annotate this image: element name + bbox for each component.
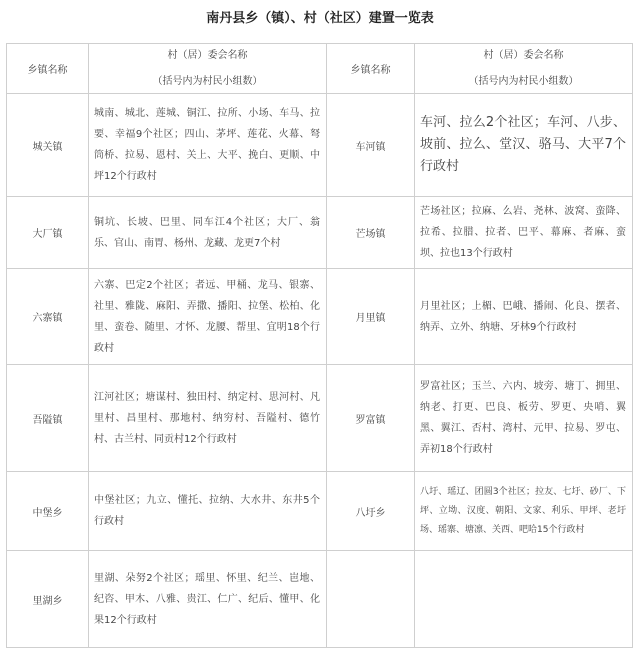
town-name-cell: 八圩乡: [327, 472, 415, 551]
town-name-cell: 中堡乡: [7, 472, 89, 551]
township-table: [6, 43, 633, 648]
villages-cell: 芒场社区；拉麻、么岩、尧林、波窝、蛮降、拉希、拉腊、拉者、巴平、幕麻、者麻、蛮坝、拉也13个行政村: [415, 197, 633, 269]
table-row: [7, 94, 633, 197]
header-villages-title: 村（居）委会名称: [167, 49, 248, 61]
town-name-cell: 月里镇: [327, 269, 415, 365]
villages-cell: 城南、城北、莲城、铜江、拉所、小场、车马、拉要、幸福9个社区；四山、茅坪、莲花、火幕、弩筒桥、拉易、恩村、关上、大平、挽白、更顺、中坪12个行政村: [89, 94, 327, 197]
header-villages-right: [415, 44, 633, 94]
villages-cell: 江河社区；塘谋村、独田村、纳定村、思河村、凡里村、昌里村、那地村、纳穷村、吾隘村、德竹村、古兰村、同贡村12个行政村: [89, 365, 327, 472]
town-name-cell: 罗富镇: [327, 365, 415, 472]
town-name-cell: 芒场镇: [327, 197, 415, 269]
header-town-right: 乡镇名称: [327, 44, 415, 94]
town-name-cell: 大厂镇: [7, 197, 89, 269]
villages-cell: 八圩、瑶辽、团圆3个社区；拉友、七圩、砂厂、下坪、立坳、汉度、朝阳、文家、利乐、甲坪、老圩场、瑶寨、塘凛、关西、吧哈15个行政村: [415, 472, 633, 551]
villages-cell: [415, 551, 633, 648]
table-row: [7, 197, 633, 269]
table-row: [7, 269, 633, 365]
town-name-cell: 六寨镇: [7, 269, 89, 365]
table-row: [7, 365, 633, 472]
table-row: [7, 551, 633, 648]
table-header-row: [7, 44, 633, 94]
villages-cell: 月里社区；上楣、巴峨、播闹、化良、摆者、纳弄、立外、纳塘、牙林9个行政村: [415, 269, 633, 365]
villages-cell: 罗富社区；玉兰、六内、坡旁、塘丁、拥里、纳老、打更、巴良、板劳、罗更、央哨、翼黑、翼江、否村、湾村、元甲、拉易、罗屯、弄初18个行政村: [415, 365, 633, 472]
table-row: [7, 472, 633, 551]
villages-cell: 里湖、朵努2个社区；瑶里、怀里、纪兰、岜地、纪咨、甲木、八雅、贵江、仁广、纪后、懂甲、化果12个行政村: [89, 551, 327, 648]
header-town-left: 乡镇名称: [7, 44, 89, 94]
header-villages-note: （括号内为村民小组数）: [468, 75, 579, 87]
town-name-cell: [327, 551, 415, 648]
town-name-cell: 车河镇: [327, 94, 415, 197]
town-name-cell: 吾隘镇: [7, 365, 89, 472]
town-name-cell: 城关镇: [7, 94, 89, 197]
villages-cell: 中堡社区；九立、懂托、拉纳、大水井、东井5个行政村: [89, 472, 327, 551]
header-villages-left: [89, 44, 327, 94]
page-title: 南丹县乡（镇）、村（社区）建置一览表: [206, 11, 434, 26]
villages-cell: 六寨、巴定2个社区；者远、甲桶、龙马、银寨、社里、雅陇、麻阳、弄撒、播阳、拉堡、松柏、化里、蛮卷、随里、才怀、龙腰、帮里、宜明18个行政村: [89, 269, 327, 365]
header-villages-note: （括号内为村民小组数）: [152, 75, 263, 87]
villages-cell: 铜坑、长坡、巴里、同车江4个社区；大厂、翁乐、官山、南胃、杨州、龙藏、龙更7个村: [89, 197, 327, 269]
town-name-cell: 里湖乡: [7, 551, 89, 648]
villages-cell: 车河、拉么2个社区；车河、八步、坡前、拉么、堂汉、骆马、大平7个行政村: [415, 94, 633, 197]
header-villages-title: 村（居）委会名称: [483, 49, 564, 61]
